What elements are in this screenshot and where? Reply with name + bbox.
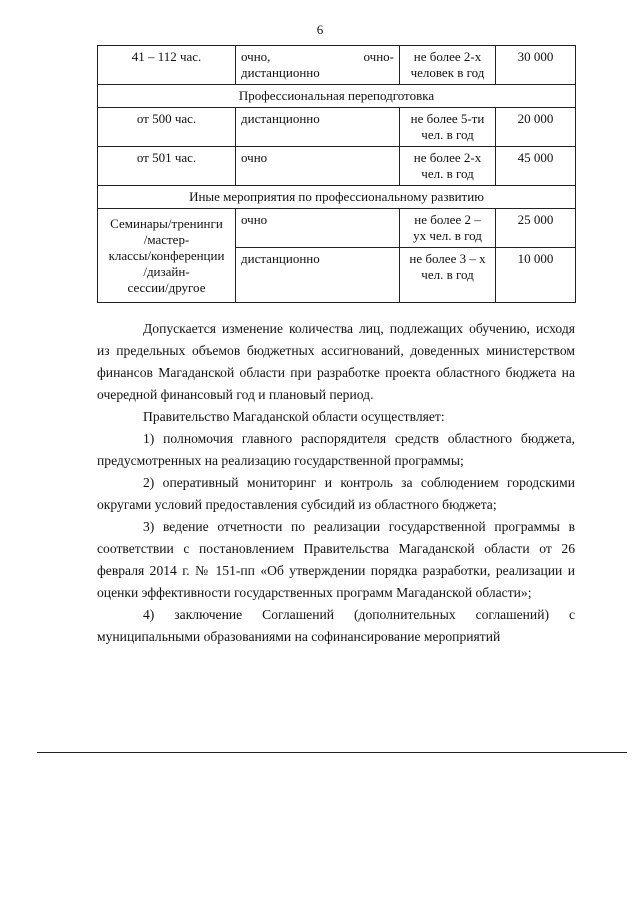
table-row: [98, 108, 576, 147]
limit-line: не более 2-х: [413, 49, 482, 64]
paragraph: 3) ведение отчетности по реализации государственной программы в соответствии с постановлением Правительства Магаданской области от 26 февраля 2014 г. № 151-пп «Об утверждении порядка разработки, реализации и оценки эффективности государственных программ Магаданской области»;: [97, 519, 575, 600]
cost-cell: 30 000: [496, 46, 576, 85]
paragraph: 4) заключение Соглашений (дополнительных соглашений) с муниципальными образованиями на софинансирование мероприятий: [97, 607, 575, 644]
hours-cell: от 501 час.: [98, 147, 236, 186]
paragraph: Допускается изменение количества лиц, подлежащих обучению, исходя из предельных объемов бюджетных ассигнований, доведенных министерством финансов Магаданской области при разработке проекта областного бюджета на очередной финансовый год и плановый период.: [97, 321, 575, 402]
hours-cell: 41 – 112 час.: [98, 46, 236, 85]
section-row: [98, 85, 576, 108]
limit-cell: [400, 209, 496, 248]
section-title-other: Иные мероприятия по профессиональному развитию: [98, 186, 576, 209]
cost-cell: 20 000: [496, 108, 576, 147]
section-row: [98, 186, 576, 209]
limit-line: чел. в год: [421, 127, 474, 142]
events-name-line: сессии/другое: [127, 279, 206, 295]
events-name-line: Семинары/тренинги: [110, 215, 223, 231]
limit-line: чел. в год: [421, 166, 474, 181]
page-number: 6: [316, 22, 324, 37]
hours-cell: от 500 час.: [98, 108, 236, 147]
limit-cell: [400, 108, 496, 147]
limit-line: чел. в год: [421, 267, 474, 282]
paragraph: 1) полномочия главного распорядителя средств областного бюджета, предусмотренных на реализацию государственной программы;: [97, 431, 575, 468]
events-name-cell: [98, 209, 236, 303]
cost-cell: 25 000: [496, 209, 576, 248]
body-text: [97, 318, 575, 648]
paragraph: 2) оперативный мониторинг и контроль за соблюдением городскими округами условий предоставления субсидий из областного бюджета;: [97, 475, 575, 512]
limit-line: ух чел. в год: [413, 228, 482, 243]
limit-line: не более 2 –: [414, 212, 481, 227]
training-cost-table: [97, 45, 576, 303]
events-name-line: /мастер-: [143, 231, 190, 247]
form-part: очно,: [241, 49, 271, 64]
form-cell: дистанционно: [236, 248, 400, 303]
cost-cell: 10 000: [496, 248, 576, 303]
footer-divider: [37, 752, 627, 753]
form-cell: дистанционно: [236, 108, 400, 147]
limit-cell: [400, 147, 496, 186]
limit-cell: [400, 46, 496, 85]
table-row: [98, 46, 576, 85]
limit-line: не более 3 – х: [409, 251, 486, 266]
form-cell: [236, 46, 400, 85]
events-name-line: классы/конференции: [108, 247, 225, 263]
limit-line: не более 5-ти: [410, 111, 485, 126]
cost-cell: 45 000: [496, 147, 576, 186]
section-title-retraining: Профессиональная переподготовка: [98, 85, 576, 108]
form-part: очно-: [363, 49, 394, 64]
events-name-line: /дизайн-: [143, 263, 190, 279]
table-row: [98, 209, 576, 248]
table-row: [98, 147, 576, 186]
form-cell: очно: [236, 209, 400, 248]
paragraph: Правительство Магаданской области осуществляет:: [143, 409, 445, 424]
limit-line: не более 2-х: [413, 150, 482, 165]
limit-cell: [400, 248, 496, 303]
form-part: дистанционно: [241, 65, 320, 80]
limit-line: человек в год: [410, 65, 485, 80]
form-cell: очно: [236, 147, 400, 186]
